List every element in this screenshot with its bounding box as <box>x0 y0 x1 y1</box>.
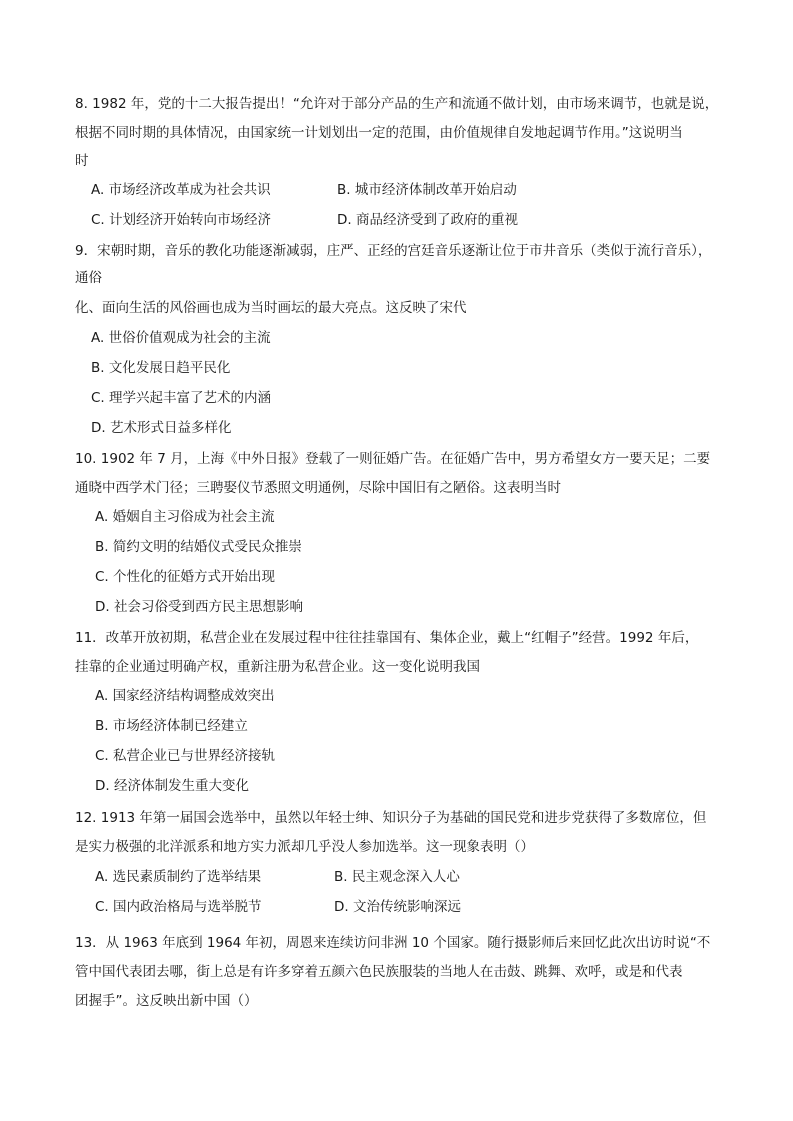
q10-stem-line-1: 10. 1902 年 7 月，上海《中外日报》登载了一则征婚广告。在征婚广告中，男方希望女方一要天足；二要 <box>75 451 711 467</box>
q10-option-d: D. 社会习俗受到西方民主思想影响 <box>95 599 303 615</box>
q8-option-a: A. 市场经济改革成为社会共识 <box>91 182 271 198</box>
q8-stem-line-2: 根据不同时期的具体情况，由国家统一计划划出一定的范围，由价值规律自发地起调节作用。”这说明当 <box>75 125 683 141</box>
q9-option-c: C. 理学兴起丰富了艺术的内涵 <box>91 390 272 406</box>
q12-stem-line-2: 是实力极强的北洋派系和地方实力派却几乎没人参加选举。这一现象表明（） <box>75 839 534 855</box>
q9-option-a: A. 世俗价值观成为社会的主流 <box>91 330 271 346</box>
q9-stem-line-2: 通俗 <box>75 270 102 286</box>
q11-option-c: C. 私营企业已与世界经济接轨 <box>95 748 276 764</box>
q9-option-b: B. 文化发展日趋平民化 <box>91 360 231 376</box>
q11-option-d: D. 经济体制发生重大变化 <box>95 778 249 794</box>
q13-stem-line-2: 管中国代表团去哪，街上总是有许多穿着五颜六色民族服装的当地人在击鼓、跳舞、欢呼，或是和代表 <box>75 964 683 980</box>
q12-option-c: C. 国内政治格局与选举脱节 <box>95 899 262 915</box>
q13-stem-line-3: 团握手”。这反映出新中国（） <box>75 993 258 1009</box>
q10-option-a: A. 婚姻自主习俗成为社会主流 <box>95 509 275 525</box>
q9-stem-line-3: 化、面向生活的风俗画也成为当时画坛的最大亮点。这反映了宋代 <box>75 300 467 316</box>
q12-option-d: D. 文治传统影响深远 <box>334 899 461 915</box>
q8-option-b: B. 城市经济体制改革开始启动 <box>337 182 517 198</box>
q10-option-c: C. 个性化的征婚方式开始出现 <box>95 569 276 585</box>
q12-option-b: B. 民主观念深入人心 <box>334 869 460 885</box>
q10-stem-line-2: 通晓中西学术门径；三聘娶仪节悉照文明通例，尽除中国旧有之陋俗。这表明当时 <box>75 480 561 496</box>
q8-stem-line-3: 时 <box>75 153 89 169</box>
q10-option-b: B. 简约文明的结婚仪式受民众推崇 <box>95 539 302 555</box>
q11-option-b: B. 市场经济体制已经建立 <box>95 718 248 734</box>
q8-option-c: C. 计划经济开始转向市场经济 <box>91 212 272 228</box>
q11-option-a: A. 国家经济结构调整成效突出 <box>95 688 275 704</box>
q8-option-d: D. 商品经济受到了政府的重视 <box>337 212 518 228</box>
q11-stem-line-1: 11．改革开放初期，私营企业在发展过程中往往挂靠国有、集体企业，戴上“红帽子”经营。1992 年后， <box>75 630 699 646</box>
q13-stem-line-1: 13．从 1963 年底到 1964 年初，周恩来连续访问非洲 10 个国家。随行摄影师后来回忆此次出访时说“不 <box>75 935 711 951</box>
q11-stem-line-2: 挂靠的企业通过明确产权，重新注册为私营企业。这一变化说明我国 <box>75 659 480 675</box>
q12-stem-line-1: 12. 1913 年第一届国会选举中，虽然以年轻士绅、知识分子为基础的国民党和进步党获得了多数席位，但 <box>75 810 707 826</box>
q9-option-d: D. 艺术形式日益多样化 <box>91 420 232 436</box>
q9-stem-line-1: 9．宋朝时期，音乐的教化功能逐渐减弱，庄严、正经的宫廷音乐逐渐让位于市井音乐（类似于流行音乐）， <box>75 243 712 259</box>
q8-stem-line-1: 8. 1982 年，党的十二大报告提出！“允许对于部分产品的生产和流通不做计划，由市场来调节，也就是说， <box>75 96 719 112</box>
q12-option-a: A. 选民素质制约了选举结果 <box>95 869 262 885</box>
